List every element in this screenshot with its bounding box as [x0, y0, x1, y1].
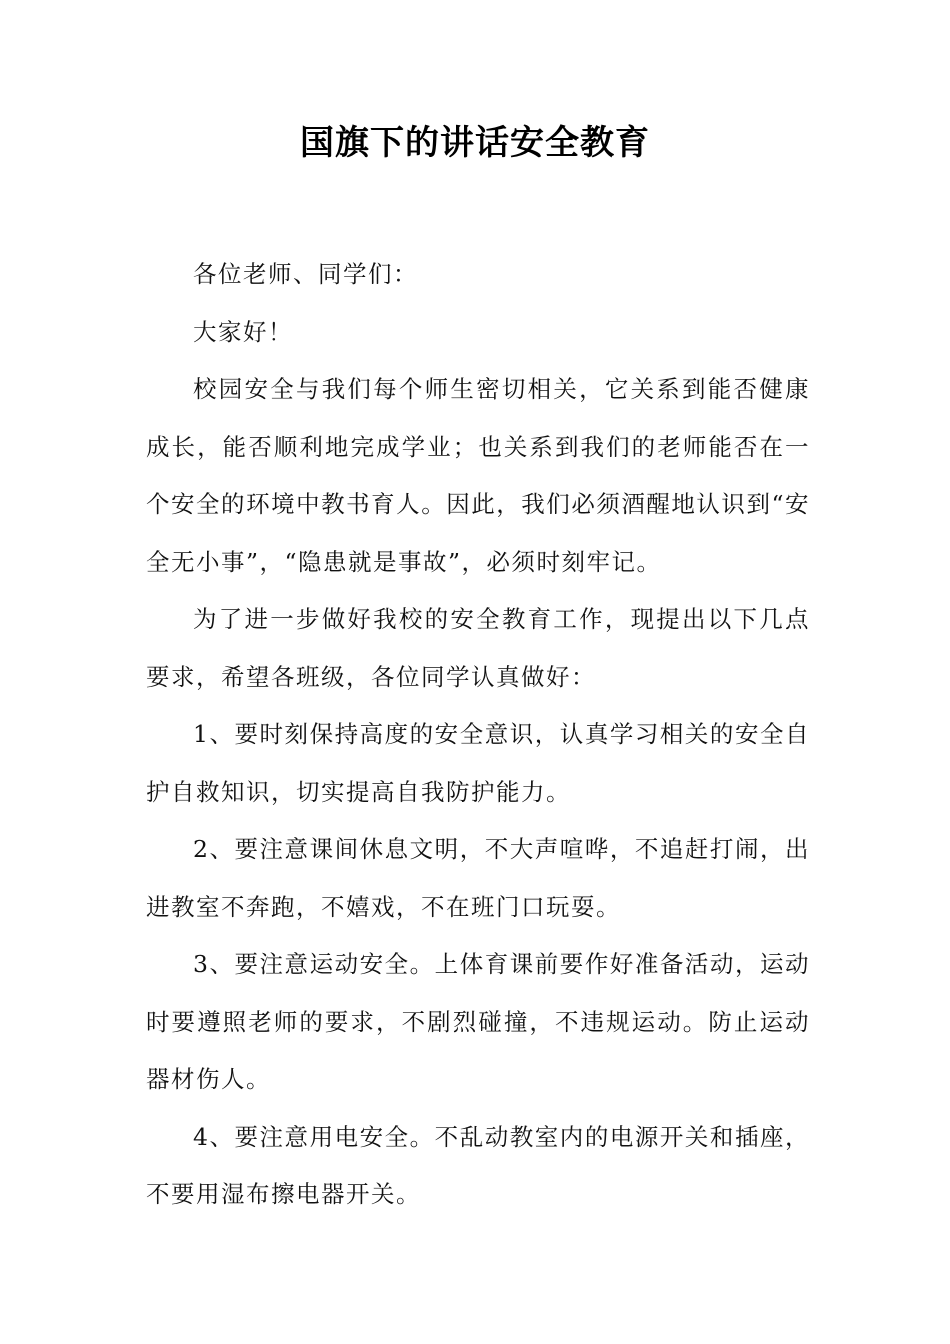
paragraph-item-1: 1、要时刻保持高度的安全意识，认真学习相关的安全自护自救知识，切实提高自我防护能力。 [146, 720, 810, 806]
paragraph-requirements: 为了进一步做好我校的安全教育工作，现提出以下几点要求，希望各班级，各位同学认真做好： [146, 605, 810, 691]
paragraph-item-2: 2、要注意课间休息文明，不大声喧哗，不追赶打闹，出进教室不奔跑，不嬉戏，不在班门口玩耍。 [146, 835, 810, 921]
paragraph-hello: 大家好！ [193, 317, 293, 346]
paragraph-intro: 校园安全与我们每个师生密切相关，它关系到能否健康成长，能否顺利地完成学业；也关系到我们的老师能否在一个安全的环境中教书育人。因此，我们必须酒醒地认识到“安全无小事”，“隐患就是事故”，必须时刻牢记。 [146, 375, 810, 576]
document-body [146, 246, 810, 1224]
paragraph-item-3: 3、要注意运动安全。上体育课前要作好准备活动，运动时要遵照老师的要求，不剧烈碰撞，不违规运动。防止运动器材伤人。 [146, 950, 810, 1093]
paragraph-item-4: 4、要注意用电安全。不乱动教室内的电源开关和插座，不要用湿布擦电器开关。 [146, 1122, 810, 1208]
document-title: 国旗下的讲话安全教育 [300, 123, 650, 163]
paragraph-greeting: 各位老师、同学们： [193, 260, 418, 288]
